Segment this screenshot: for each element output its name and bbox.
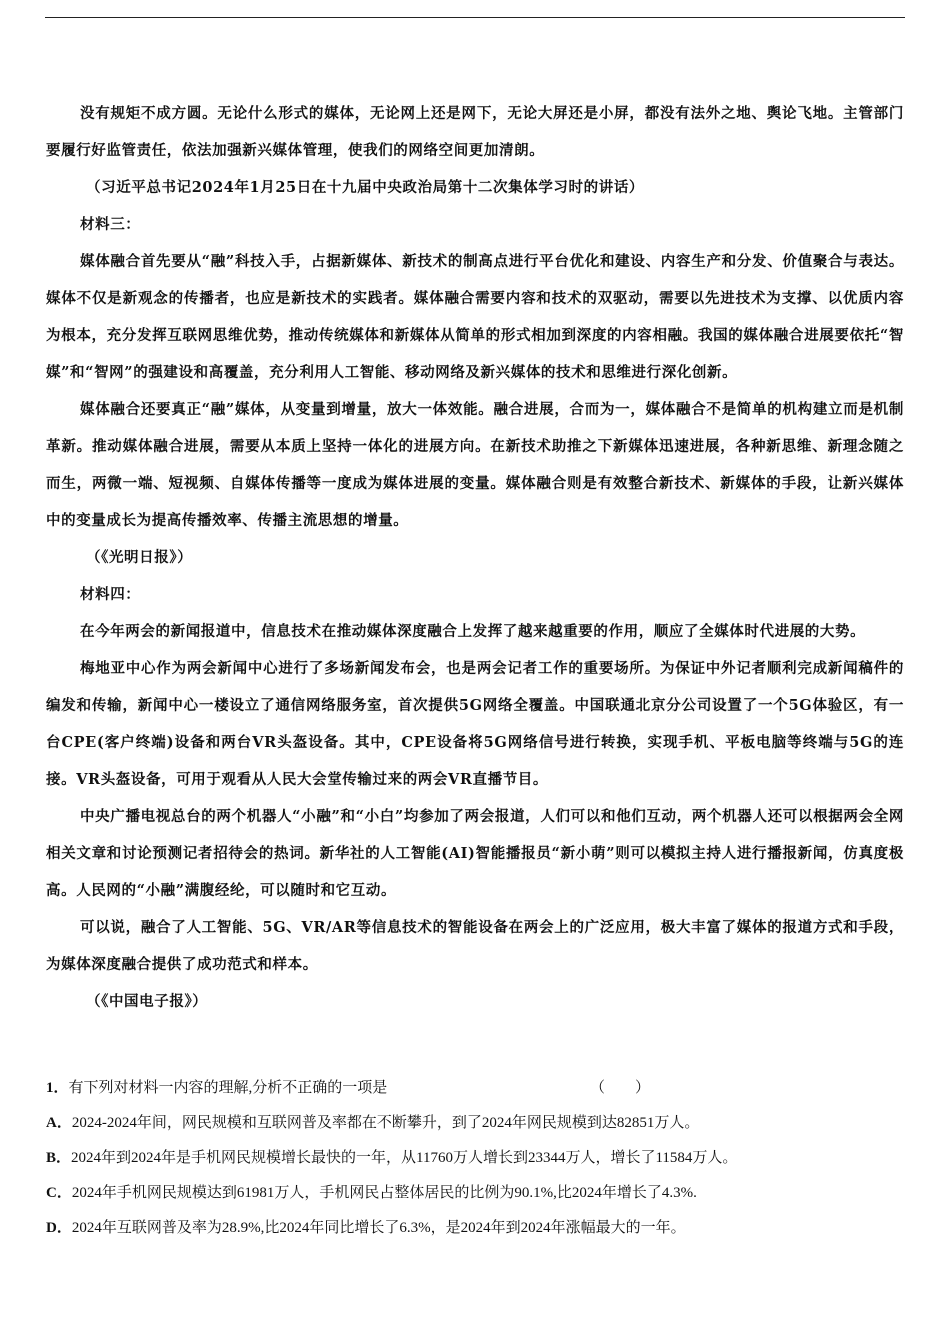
option-d[interactable] xyxy=(46,1211,904,1246)
material-label: 材料三： xyxy=(80,216,141,233)
option-a[interactable] xyxy=(46,1106,904,1141)
paragraph: 可以说，融合了人工智能、5G、VR/AR等信息技术的智能设备在两会上的广泛应用，极大丰富了媒体的报道方式和手段，为媒体深度融合提供了成功范式和样本。 xyxy=(46,919,904,973)
question-text: 有下列对材料一内容的理解,分析不正确的一项是 xyxy=(68,1080,388,1096)
header-rule xyxy=(45,17,905,18)
source-citation: （《光明日报》） xyxy=(86,549,193,566)
question-stem xyxy=(46,1071,904,1106)
answer-blank: （ ） xyxy=(590,1080,651,1096)
material-label: 材料四： xyxy=(80,586,141,603)
option-letter: A． xyxy=(46,1115,72,1131)
option-letter: C． xyxy=(46,1185,72,1201)
paragraph: 没有规矩不成方圆。无论什么形式的媒体，无论网上还是网下，无论大屏还是小屏，都没有法外之地、舆论飞地。主管部门要履行好监管责任，依法加强新兴媒体管理，使我们的网络空间更加清朗。 xyxy=(46,105,904,159)
question-block xyxy=(46,1071,904,1246)
option-letter: D． xyxy=(46,1220,72,1236)
paragraph: 媒体融合还要真正“融”媒体，从变量到增量，放大一体效能。融合进展，合而为一，媒体融合不是简单的机构建立而是机制革新。推动媒体融合进展，需要从本质上坚持一体化的进展方向。在新技术助推之下新媒体迅速进展，各种新思维、新理念随之而生，两微一端、短视频、自媒体传播等一度成为媒体进展的变量。媒体融合则是有效整合新技术、新媒体的手段，让新兴媒体中的变量成长为提高传播效率、传播主流思想的增量。 xyxy=(46,401,904,529)
source-citation: （《中国电子报》） xyxy=(86,993,208,1010)
option-b[interactable] xyxy=(46,1141,904,1176)
option-letter: B． xyxy=(46,1150,72,1166)
paragraph: 中央广播电视总台的两个机器人“小融”和“小白”均参加了两会报道，人们可以和他们互动，两个机器人还可以根据两会全网相关文章和讨论预测记者招待会的热词。新华社的人工智能(AI)智能播报员“新小萌”则可以模拟主持人进行播报新闻，仿真度极高。人民网的“小融”满腹经纶，可以随时和它互动。 xyxy=(46,808,904,899)
source-citation: （习近平总书记2024年1月25日在十九届中央政治局第十二次集体学习时的讲话） xyxy=(86,179,645,196)
option-text: 2024年互联网普及率为28.9%,比2024年同比增长了6.3%，是2024年到2024年涨幅最大的一年。 xyxy=(71,1220,686,1236)
question-number: 1． xyxy=(46,1080,69,1096)
option-text: 2024年到2024年是手机网民规模增长最快的一年，从11760万人增长到23344万人，增长了11584万人。 xyxy=(71,1150,738,1166)
option-text: 2024年手机网民规模达到61981万人，手机网民占整体居民的比例为90.1%,比2024年增长了4.3%. xyxy=(71,1185,697,1201)
option-c[interactable] xyxy=(46,1176,904,1211)
paragraph: 在今年两会的新闻报道中，信息技术在推动媒体深度融合上发挥了越来越重要的作用，顺应了全媒体时代进展的大势。 xyxy=(80,623,866,640)
passage xyxy=(46,95,904,1020)
option-text: 2024-2024年间，网民规模和互联网普及率都在不断攀升，到了2024年网民规模到达82851万人。 xyxy=(71,1115,700,1131)
paragraph: 媒体融合首先要从“融”科技入手，占据新媒体、新技术的制高点进行平台优化和建设、内容生产和分发、价值聚合与表达。媒体不仅是新观念的传播者，也应是新技术的实践者。媒体融合需要内容和技术的双驱动，需要以先进技术为支撑、以优质内容为根本，充分发挥互联网思维优势，推动传统媒体和新媒体从简单的形式相加到深度的内容相融。我国的媒体融合进展要依托“智媒”和“智网”的强建设和高覆盖，充分利用人工智能、移动网络及新兴媒体的技术和思维进行深化创新。 xyxy=(46,253,904,381)
paragraph: 梅地亚中心作为两会新闻中心进行了多场新闻发布会，也是两会记者工作的重要场所。为保证中外记者顺利完成新闻稿件的编发和传输，新闻中心一楼设立了通信网络服务室，首次提供5G网络全覆盖。中国联通北京分公司设置了一个5G体验区，有一台CPE(客户终端)设备和两台VR头盔设备。其中，CPE设备将5G网络信号进行转换，实现手机、平板电脑等终端与5G的连接。VR头盔设备，可用于观看从人民大会堂传输过来的两会VR直播节目。 xyxy=(46,660,904,788)
